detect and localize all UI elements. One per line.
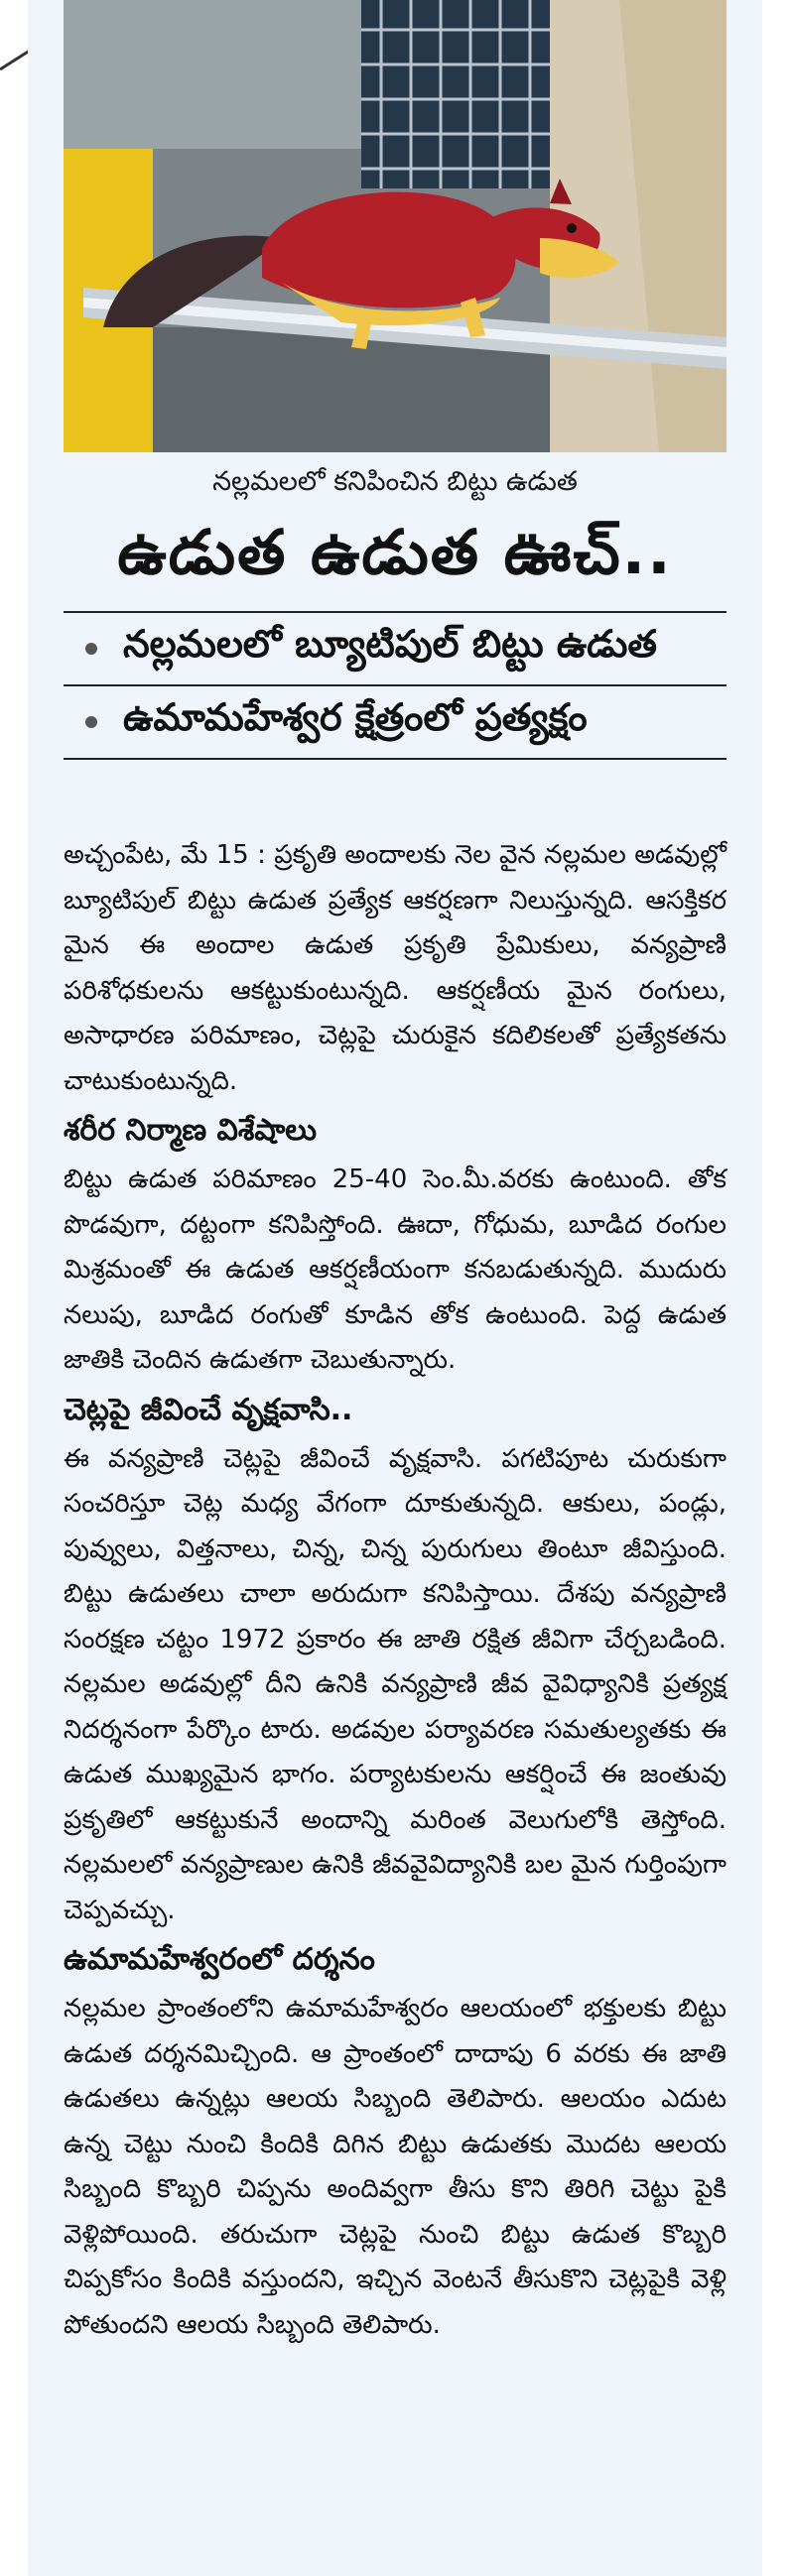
subheadline-text: నల్లమలలో బ్యూటిపుల్ బిట్టు ఉడుత	[123, 622, 657, 666]
subheadline-item	[64, 684, 727, 760]
article-body	[64, 833, 727, 2354]
headline: ఉడుత ఉడుత ఊచ్..	[117, 516, 673, 588]
photo-caption: నల్లమలలో కనిపించిన బిట్టు ఉడుత	[212, 466, 578, 497]
subheadline-text: ఉమామహేశ్వర క్షేత్రంలో ప్రత్యక్షం	[123, 695, 588, 739]
section-text: నల్లమల ప్రాంతంలోని ఉమామహేశ్వరం ఆలయంలో భక్తులకు బిట్టు ఉడుత దర్శనమిచ్చింది. ఆ ప్రాంతంలో దాదాపు 6 వరకు ఈ జాతి ఉడుతలు ఉన్నట్లు ఆలయ సిబ్బంది తెలిపారు. ఆలయం ఎదుట ఉన్న చెట్టు నుంచి కిందికి దిగిన బిట్టు ఉడుతకు మొదట ఆలయ సిబ్బంది కొబ్బరి చిప్పను అందివ్వగా తీసు కొని తిరిగి చెట్టు పైకి వెళ్లిపోయింది. తరుచుగా చెట్లపై నుంచి బిట్టు ఉడుత కొబ్బరి చిప్పకోసం కిందికి వస్తుందని, ఇచ్చిన వెంటనే తీసుకొని చెట్లపైకి వెళ్లి పోతుందని ఆలయ సిబ్బంది తెలిపారు.	[64, 1994, 727, 2340]
section-text: ఈ వన్యప్రాణి చెట్లపై జీవించే వృక్షవాసి. పగటిపూట చురుకుగా సంచరిస్తూ చెట్ల మధ్య వేగంగా దూకుతున్నది. ఆకులు, పండ్లు, పువ్వులు, విత్తనాలు, చిన్న, చిన్న పురుగులు తింటూ జీవిస్తుంది. బిట్టు ఉడుతలు చాలా అరుదుగా కనిపిస్తాయి. దేశపు వన్యప్రాణి సంరక్షణ చట్టం 1972 ప్రకారం ఈ జాతి రక్షిత జీవిగా చేర్చబడింది. నల్లమల అడవుల్లో దీని ఉనికి వన్యప్రాణి జీవ వైవిధ్యానికి ప్రత్యక్ష నిదర్శనంగా పేర్కొం టారు. అడవుల పర్యావరణ సమతుల్యతకు ఈ ఉడుత ముఖ్యమైన భాగం. పర్యాటకులను ఆకర్షించే ఈ జంతువు ప్రకృతిలో ఆకట్టుకునే అందాన్ని మరింత వెలుగులోకి తెస్తోంది. నల్లమలలో వన్యప్రాణుల ఉనికి జీవవైవిద్యానికి బల మైన గుర్తింపుగా చెప్పవచ్చు.	[64, 1443, 727, 1925]
section-text: బిట్టు ఉడుత పరిమాణం 25-40 సెం.మీ.వరకు ఉంటుంది. తోక పొడవుగా, దట్టంగా కనిపిస్తోంది. ఊదా, గోధుమ, బూడిద రంగుల మిశ్రమంతో ఈ ఉడుత ఆకర్షణీయంగా కనబడుతున్నది. ముదురు నలుపు, బూడిద రంగుతో కూడిన తోక ఉంటుంది. పెద్ద ఉడుత జాతికి చెందిన ఉడుతగా చెబుతున్నారు.	[64, 1165, 727, 1375]
section-heading: శరీర నిర్మాణ విశేషాలు	[64, 1113, 317, 1148]
subheadline-list	[64, 611, 727, 760]
subheadline-item	[64, 611, 727, 684]
squirrel-photo	[64, 0, 727, 452]
bullet-icon	[85, 643, 97, 655]
section-heading: చెట్లపై జీవించే వృక్షవాసి..	[64, 1392, 353, 1427]
article-intro: అచ్చంపేట, మే 15 : ప్రకృతి అందాలకు నెల వైన నల్లమల అడవుల్లో బ్యూటిపుల్ బిట్టు ఉడుత ప్రత్యేక ఆకర్షణగా నిలుస్తున్నది. ఆసక్తికర మైన ఈ అందాల ఉడుత ప్రకృతి ప్రేమికులు, వన్యప్రాణి పరిశోధకులను ఆకట్టుకుంటున్నది. ఆకర్షణీయ మైన రంగులు, అసాధారణ పరిమాణం, చెట్లపై చురుకైన కదిలికలతో ప్రత్యేకతను చాటుకుంటున్నది.	[64, 840, 727, 1096]
section-heading: ఉమామహేశ్వరంలో దర్శనం	[64, 1942, 375, 1977]
bullet-icon	[85, 716, 97, 728]
